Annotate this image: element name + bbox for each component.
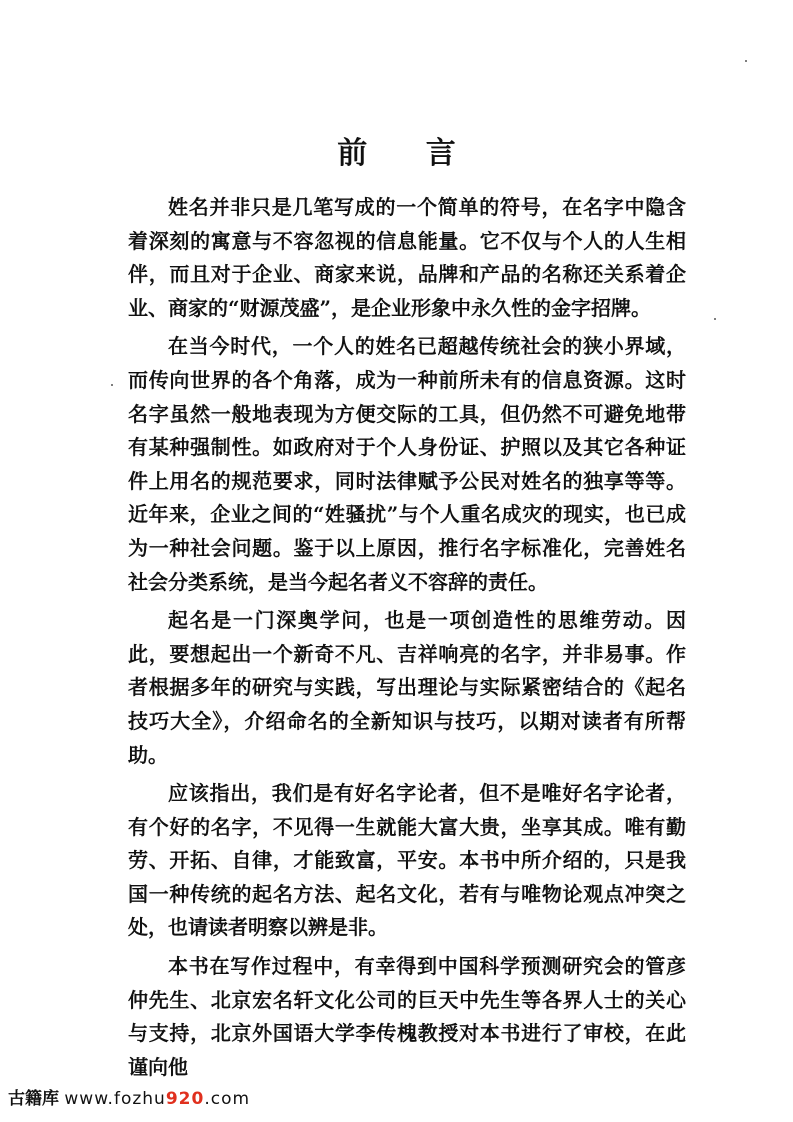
- footer-url-number: 920: [165, 1089, 205, 1109]
- paragraph-1: 姓名并非只是几笔写成的一个简单的符号，在名字中隐含着深刻的寓意与不容忽视的信息能量。它不仅与个人的人生相伴，而且对于企业、商家来说，品牌和产品的名称还关系着企业、商家的“财源茂盛”，是企业形象中永久性的金字招牌。: [128, 195, 686, 320]
- scan-speck: [745, 60, 747, 62]
- page-title: 前 言: [337, 136, 480, 171]
- watermark-footer: [8, 1084, 250, 1109]
- preface-body: [128, 191, 686, 1084]
- paragraph-5: 本书在写作过程中，有幸得到中国科学预测研究会的管彦仲先生、北京宏名轩文化公司的巨天中先生等各界人士的关心与支持，北京外国语大学李传槐教授对本书进行了审校，在此谨向他: [128, 954, 686, 1079]
- paragraph-2: 在当今时代，一个人的姓名已超越传统社会的狭小界域，而传向世界的各个角落，成为一种前所未有的信息资源。这时名字虽然一般地表现为方便交际的工具，但仍然不可避免地带有某种强制性。如政府对于个人身份证、护照以及其它各种证件上用名的规范要求，同时法律赋予公民对姓名的独享等等。近年来，企业之间的“姓骚扰”与个人重名成灾的现实，也已成为一种社会问题。鉴于以上原因，推行名字标准化，完善姓名社会分类系统，是当今起名者义不容辞的责任。: [128, 334, 686, 594]
- paragraph-3: 起名是一门深奥学问，也是一项创造性的思维劳动。因此，要想起出一个新奇不凡、吉祥响亮的名字，并非易事。作者根据多年的研究与实践，写出理论与实际紧密结合的《起名技巧大全》，介绍命名的全新知识与技巧，以期对读者有所帮助。: [128, 608, 686, 767]
- scan-speck: [714, 318, 716, 320]
- footer-url-suffix: .com: [204, 1089, 251, 1109]
- scan-speck: [111, 384, 113, 386]
- paragraph-4: 应该指出，我们是有好名字论者，但不是唯好名字论者，有个好的名字，不见得一生就能大富大贵，坐享其成。唯有勤劳、开拓、自律，才能致富，平安。本书中所介绍的，只是我国一种传统的起名方法、起名文化，若有与唯物论观点冲突之处，也请读者明察以辨是非。: [128, 781, 686, 940]
- footer-url-prefix: www.fozhu: [64, 1089, 166, 1109]
- footer-brand: 古籍库: [8, 1089, 59, 1109]
